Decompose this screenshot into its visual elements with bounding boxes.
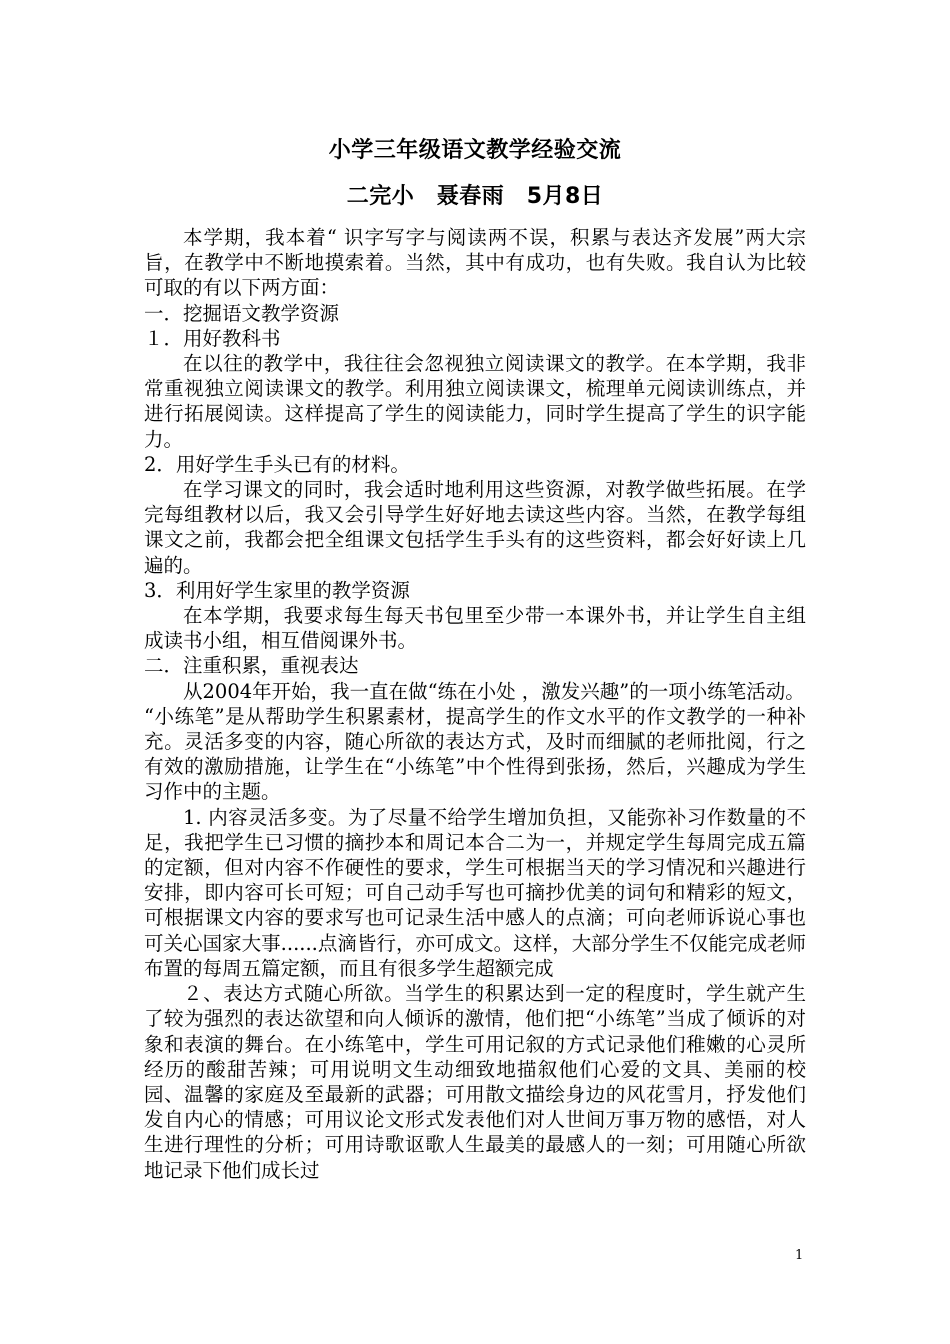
subsection-heading-1-1: １．用好教科书 bbox=[144, 326, 281, 350]
paragraph-practice-intro: “小练笔”是从帮助学生积累素材，提高学生的作文水平的作文教学的一种补充。灵活多变的内容，随心所欲的表达方式，及时而细腻的老师批阅，行之有效的激励措施，让学生在“小练笔”中个性得到张扬，然后，兴趣成为学生习作中的主题。 bbox=[144, 704, 806, 804]
page-number: 1 bbox=[795, 1248, 804, 1263]
paragraph-textbook: 在以往的教学中，我往往会忽视独立阅读课文的教学。在本学期，我非常重视独立阅读课文的教学。利用独立阅读课文，梳理单元阅读训练点，并进行拓展阅读。这样提高了学生的阅读能力，同时学生提高了学生的识字能力。 bbox=[144, 352, 806, 451]
paragraph-materials: 在学习课文的同时，我会适时地利用这些资源，对教学做些拓展。在学完每组教材以后，我又会引导学生好好地去读这些内容。当然，在教学每组课文之前，我都会把全组课文包括学生手头有的这些资料，都会好好读上几遍的。 bbox=[144, 478, 806, 577]
paragraph-practice-start: 从2004年开始，我一直在做“练在小处 ，激发兴趣”的一项小练笔活动。 bbox=[183, 679, 805, 703]
section-heading-2: 二．注重积累，重视表达 bbox=[144, 654, 359, 678]
document-body bbox=[144, 225, 806, 1183]
paragraph-intro: 本学期，我本着“ 识字写字与阅读两不误，积累与表达齐发展”两大宗旨，在教学中不断地摸索着。当然，其中有成功，也有失败。我自认为比较可取的有以下两方面： bbox=[144, 226, 806, 300]
document-subtitle: 二完小 聂春雨 5月8日 bbox=[346, 184, 604, 209]
paragraph-content-flexible: 1. 内容灵活多变。为了尽量不给学生增加负担，又能弥补习作数量的不足，我把学生已习惯的摘抄本和周记本合二为一，并规定学生每周完成五篇的定额，但对内容不作硬性的要求，学生可根据当天的学习情况和兴趣进行安排，即内容可长可短；可自己动手写也可摘抄优美的词句和精彩的短文，可根据课文内容的要求写也可记录生活中感人的点滴；可向老师诉说心事也可关心国家大事......点滴皆行，亦可成文。这样，大部分学生不仅能完成老师布置的每周五篇定额，而且有很多学生超额完成 bbox=[144, 805, 806, 980]
paragraph-home-resources: 在本学期，我要求每生每天书包里至少带一本课外书，并让学生自主组成读书小组，相互借阅课外书。 bbox=[144, 604, 806, 653]
subsection-heading-1-3: 3．利用好学生家里的教学资源 bbox=[144, 578, 410, 602]
document-title: 小学三年级语文教学经验交流 bbox=[328, 138, 622, 163]
paragraph-expression-free: ２、表达方式随心所欲。当学生的积累达到一定的程度时，学生就产生了较为强烈的表达欲望和向人倾诉的激情，他们把“小练笔”当成了倾诉的对象和表演的舞台。在小练笔中，学生可用记叙的方式记录他们稚嫩的心灵所经历的酸甜苦辣；可用说明文生动细致地描叙他们心爱的文具、美丽的校园、温馨的家庭及至最新的武器；可用散文描绘身边的风花雪月，抒发他们发自内心的情感；可用议论文形式发表他们对人世间万事万物的感悟，对人生进行理性的分析；可用诗歌讴歌人生最美的最感人的一刻；可用随心所欲地记录下他们成长过 bbox=[144, 982, 806, 1182]
subsection-heading-1-2: 2．用好学生手头已有的材料。 bbox=[144, 452, 410, 476]
section-heading-1: 一．挖掘语文教学资源 bbox=[144, 301, 340, 325]
